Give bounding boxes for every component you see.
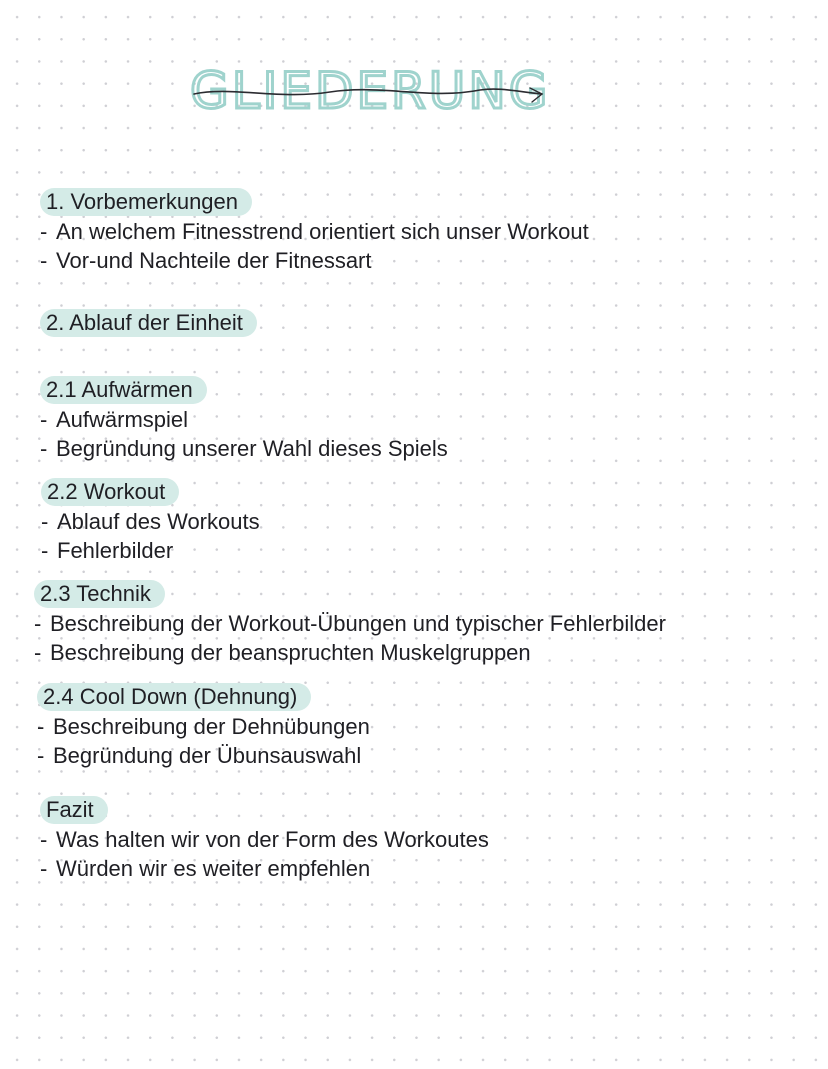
list-item: - Beschreibung der Workout-Übungen und typischer Fehlerbilder <box>34 611 666 636</box>
list-item: - Beschreibung der beanspruchten Muskelgruppen <box>34 639 531 665</box>
list-item: - An welchem Fitnesstrend orientiert sich unser Workout <box>40 219 589 244</box>
list-item: - Würden wir es weiter empfehlen <box>40 855 371 881</box>
item-list <box>34 610 666 667</box>
list-item: - Ablauf des Workouts <box>41 509 260 534</box>
item-list <box>40 826 489 883</box>
item-list <box>41 508 260 565</box>
section-workout <box>41 478 260 565</box>
list-item: - Beschreibung der Dehnübungen <box>37 714 370 739</box>
section-cool-down <box>37 683 370 770</box>
title-strike-decoration <box>190 56 550 126</box>
section-vorbemerkungen <box>40 188 589 275</box>
section-heading: Fazit <box>40 796 108 824</box>
list-item: - Fehlerbilder <box>41 537 174 563</box>
section-heading: 2. Ablauf der Einheit <box>40 309 257 337</box>
title-text: GLIEDERUNG <box>190 62 551 120</box>
section-heading: 2.4 Cool Down (Dehnung) <box>37 683 311 711</box>
section-heading: 2.2 Workout <box>41 478 179 506</box>
section-heading: 2.3 Technik <box>34 580 165 608</box>
list-item: - Aufwärmspiel <box>40 407 189 432</box>
section-heading: 2.1 Aufwärmen <box>40 376 207 404</box>
item-list <box>40 218 589 275</box>
section-fazit <box>40 796 489 883</box>
section-aufwaermen <box>40 376 448 463</box>
page-title <box>190 56 550 126</box>
list-item: - Begründung unserer Wahl dieses Spiels <box>40 435 448 461</box>
list-item: - Vor-und Nachteile der Fitnessart <box>40 247 372 273</box>
section-heading: 1. Vorbemerkungen <box>40 188 252 216</box>
item-list <box>40 406 448 463</box>
section-ablauf <box>40 309 257 337</box>
list-item: - Begründung der Übunsauswahl <box>37 742 362 768</box>
section-technik <box>34 580 666 667</box>
item-list <box>37 713 370 770</box>
list-item: - Was halten wir von der Form des Workoutes <box>40 827 489 852</box>
